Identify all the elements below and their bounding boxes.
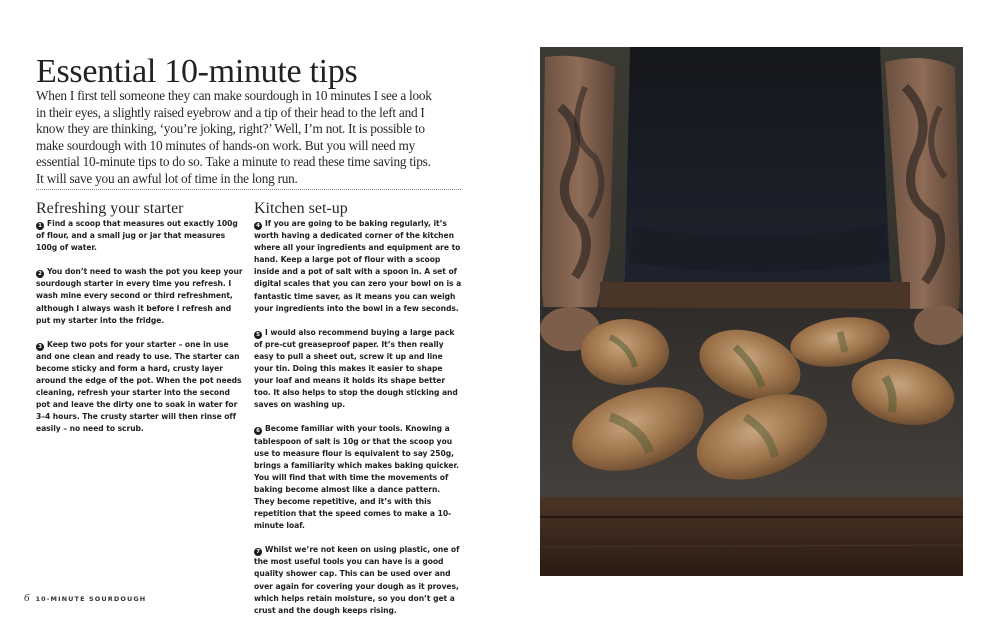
- section-heading: Kitchen set-up: [254, 200, 348, 217]
- running-title: 10-MINUTE SOURDOUGH: [35, 595, 147, 603]
- number-bullet-icon: 7: [254, 548, 262, 556]
- page-footer: [24, 592, 146, 604]
- tip-text: Keep two pots for your starter – one in use and one clean and ready to use. The starter can become sticky and form a hard, crusty layer around the edge of the pot. When the pot needs cleaning, refresh your starter into the second pot and leave the dirty one to soak in water for 3–4 hours. The crusty starter will then rinse off easily – no need to scrub.: [36, 339, 242, 434]
- section-kitchen-setup: [254, 200, 462, 618]
- number-bullet-icon: 3: [36, 343, 44, 351]
- tip-item: [254, 423, 462, 532]
- dotted-divider: [36, 189, 461, 190]
- tip-item: [36, 266, 244, 326]
- intro-paragraph: When I first tell someone they can make sourdough in 10 minutes I see a look in their eyes, a slightly raised eyebrow and a tip of their head to the left and I know they are thinking, ‘you’re joking, right?’ Well, I’m not. It is possible to make sourdough with 10 minutes of hands-on work. But you will need my essential 10-minute tips to do so. Take a minute to read these time saving tips. It will save you an awful lot of time in the long run.: [36, 88, 432, 186]
- tip-item: [36, 218, 244, 254]
- page-title: Essential 10-minute tips: [36, 53, 358, 90]
- tip-text: Whilst we’re not keen on using plastic, one of the most useful tools you can have is a good quality shower cap. This can be used over and over again for covering your dough as it proves, which helps retain moisture, so you don’t get a crust and the dough keeps rising.: [254, 545, 460, 615]
- number-bullet-icon: 2: [36, 270, 44, 278]
- tip-text: Find a scoop that measures out exactly 100g of flour, and a small jug or jar that measures 100g of water.: [36, 219, 238, 253]
- tip-text: Become familiar with your tools. Knowing a tablespoon of salt is 10g or that the scoop you use to measure flour is equivalent to say 250g, brings a familiarity which makes baking quicker. You will find that with time the movements of baking become almost like a dance pattern. They become repetitive, and it’s with this repetition that the speed comes to make a 10-minute loaf.: [254, 424, 459, 531]
- section-refreshing-starter: [36, 200, 244, 448]
- tip-text: I would also recommend buying a large pack of pre-cut greaseproof paper. It’s then really easy to pull a sheet out, screw it up and line your tin. Doing this makes it easier to shape your loaf and means it holds its shape better too. It also helps to stop the dough sticking and saves on washing up.: [254, 327, 458, 410]
- tip-item: [254, 327, 462, 412]
- number-bullet-icon: 5: [254, 331, 262, 339]
- number-bullet-icon: 1: [36, 222, 44, 230]
- number-bullet-icon: 6: [254, 427, 262, 435]
- tip-item: [36, 339, 244, 436]
- tip-item: [254, 218, 462, 315]
- section-heading: Refreshing your starter: [36, 200, 184, 217]
- bread-photo: [540, 47, 963, 576]
- page-number: 6: [24, 592, 30, 604]
- tip-text: You don’t need to wash the pot you keep your sourdough starter in every time you refresh. I wash mine every second or third refreshment, although I always wash it before I refresh and put my starter into the fridge.: [36, 267, 243, 325]
- photo-illustration: [540, 47, 963, 576]
- tip-item: [254, 544, 462, 617]
- number-bullet-icon: 4: [254, 222, 262, 230]
- tip-text: If you are going to be baking regularly, it’s worth having a dedicated corner of the kitchen where all your ingredients and equipment are to hand. Keep a large pot of flour with a scoop inside and a pot of salt with a spoon in. A set of digital scales that you can zero your bowl on is a fantastic time saver, as it means you can weigh your ingredients into the bowl in a few seconds.: [254, 219, 462, 313]
